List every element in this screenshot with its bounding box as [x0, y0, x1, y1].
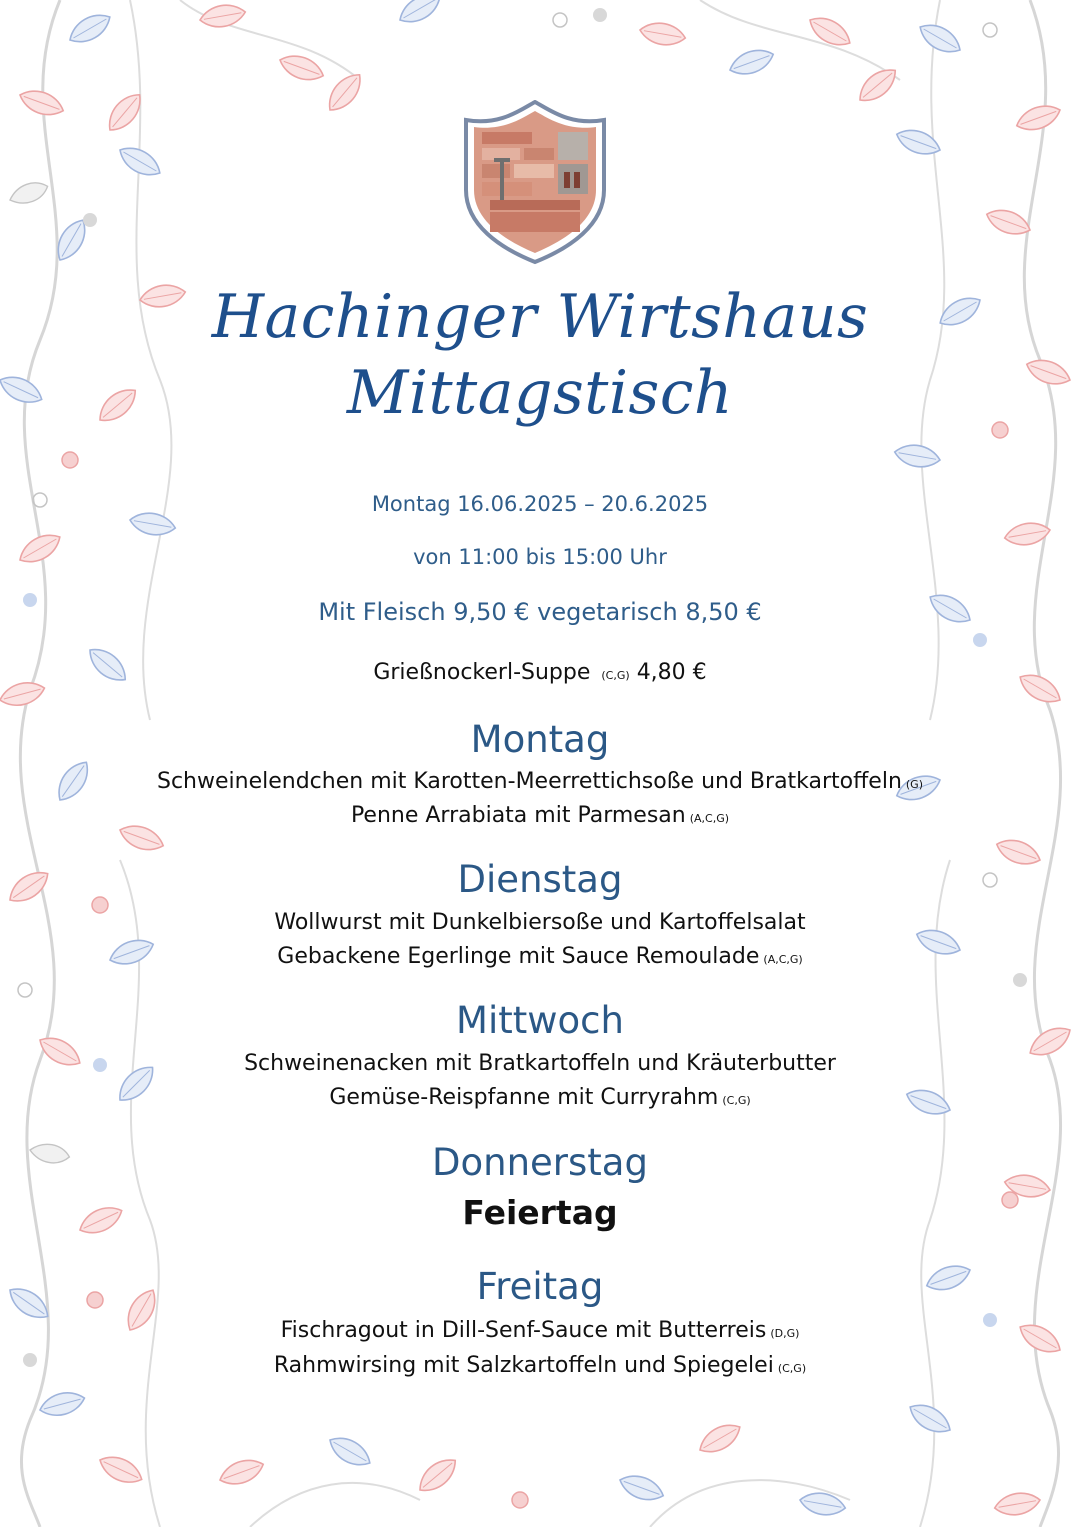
dish-allergens: (C,G) — [722, 1094, 751, 1107]
date-range: Montag 16.06.2025 – 20.6.2025 — [371, 492, 709, 516]
dish-monday-2 — [0, 799, 1080, 836]
dish-allergens: (C,G) — [777, 1362, 807, 1375]
dish-name: Schweinelendchen mit Karotten-Meerrettichsoße und Bratkartoffeln — [157, 769, 902, 794]
dish-allergens: (A,C,G) — [763, 953, 803, 966]
soup-line — [0, 660, 1080, 685]
day-heading-monday: Montag — [470, 718, 610, 761]
menu-title: Mittagstisch — [346, 358, 734, 428]
wirtshaus-crest-icon — [460, 100, 610, 265]
prices: Mit Fleisch 9,50 € vegetarisch 8,50 € — [318, 598, 762, 626]
dish-friday-1 — [0, 1314, 1080, 1351]
soup-name: Grießnockerl-Suppe — [373, 660, 591, 685]
day-heading-thursday: Donnerstag — [432, 1141, 648, 1184]
dish-allergens: (G) — [905, 778, 923, 791]
dish-monday-1 — [0, 765, 1080, 802]
dish-tuesday-2 — [0, 940, 1080, 977]
dish-wednesday-2 — [0, 1081, 1080, 1118]
dish-wednesday-1 — [0, 1047, 1080, 1081]
dish-allergens: (D,G) — [770, 1327, 800, 1340]
day-heading-friday: Freitag — [476, 1265, 604, 1308]
dish-name: Penne Arrabiata mit Parmesan — [350, 803, 686, 828]
dish-name: Schweinenacken mit Bratkartoffeln und Kräuterbutter — [244, 1051, 836, 1076]
soup-allergens: (C,G) — [601, 669, 630, 682]
holiday-label: Feiertag — [462, 1193, 618, 1232]
dish-name: Gemüse-Reispfanne mit Curryrahm — [329, 1085, 719, 1110]
restaurant-name: Hachinger Wirtshaus — [211, 282, 869, 352]
dish-name: Wollwurst mit Dunkelbiersoße und Kartoffelsalat — [274, 910, 806, 935]
dish-name: Fischragout in Dill-Senf-Sauce mit Butterreis — [280, 1318, 767, 1343]
dish-tuesday-1 — [0, 906, 1080, 940]
day-heading-wednesday: Mittwoch — [456, 999, 624, 1042]
dish-allergens: (A,C,G) — [689, 812, 730, 825]
opening-hours: von 11:00 bis 15:00 Uhr — [413, 545, 667, 569]
dish-name: Gebackene Egerlinge mit Sauce Remoulade — [277, 944, 760, 969]
soup-price: 4,80 € — [636, 660, 707, 685]
dish-friday-2 — [0, 1349, 1080, 1386]
dish-name: Rahmwirsing mit Salzkartoffeln und Spiegelei — [273, 1353, 774, 1378]
day-heading-tuesday: Dienstag — [457, 858, 623, 901]
